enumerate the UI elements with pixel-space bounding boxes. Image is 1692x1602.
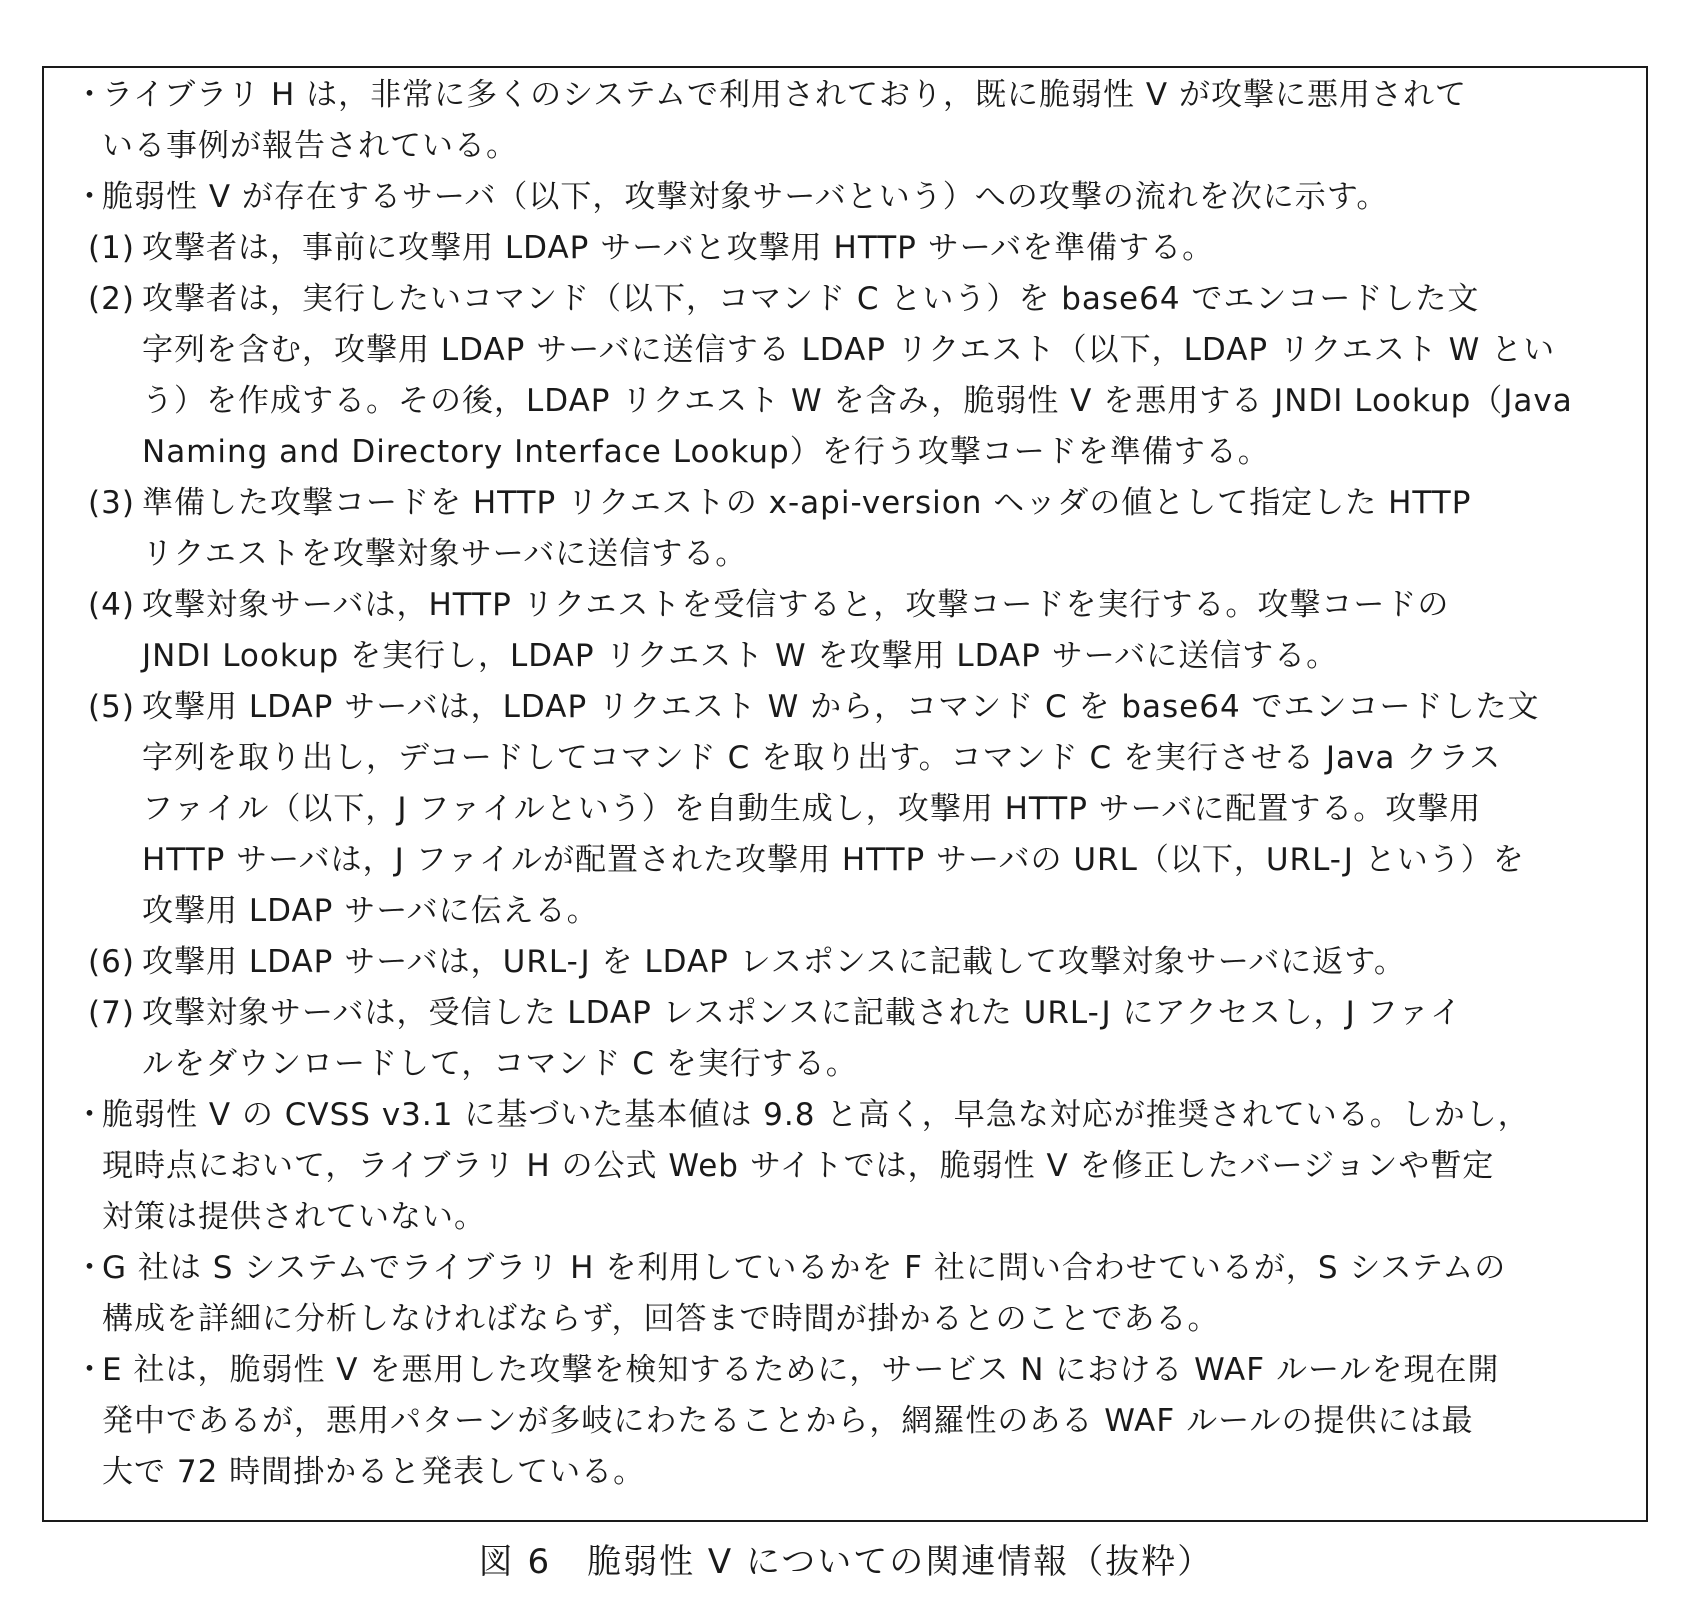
bullet-mark: ・	[74, 1250, 106, 1286]
text-line: ルをダウンロードして，コマンド C を実行する。	[142, 1046, 858, 1082]
bullet-mark: ・	[74, 179, 106, 215]
bullet-item	[72, 1345, 1628, 1498]
text-line: 対策は提供されていない。	[102, 1199, 486, 1235]
text-line: 攻撃用 LDAP サーバは，URL-J を LDAP レスポンスに記載して攻撃対象サーバに返す。	[142, 944, 1406, 980]
step-number: (1)	[88, 230, 135, 266]
step-item	[72, 580, 1628, 682]
step-item	[72, 682, 1628, 937]
text-line: 準備した攻撃コードを HTTP リクエストの x-api-version ヘッダの値として指定した HTTP	[142, 485, 1472, 521]
text-line: いる事例が報告されている。	[102, 128, 518, 164]
step-item	[72, 274, 1628, 478]
bullet-mark: ・	[74, 1352, 106, 1388]
step-number: (4)	[88, 587, 135, 623]
bullet-item	[72, 1243, 1628, 1345]
text-line: 字列を含む，攻撃用 LDAP サーバに送信する LDAP リクエスト（以下，LDAP リクエスト W とい	[142, 332, 1556, 368]
bullet-item	[72, 172, 1628, 223]
text-line: 攻撃者は，実行したいコマンド（以下，コマンド C という）を base64 でエンコードした文	[142, 281, 1480, 317]
text-line: JNDI Lookup を実行し，LDAP リクエスト W を攻撃用 LDAP サーバに送信する。	[142, 638, 1339, 674]
step-item	[72, 478, 1628, 580]
step-number: (7)	[88, 995, 135, 1031]
text-line: E 社は，脆弱性 V を悪用した攻撃を検知するために，サービス N における WAF ルールを現在開	[102, 1352, 1500, 1388]
text-line: 発中であるが，悪用パターンが多岐にわたることから，網羅性のある WAF ルールの提供には最	[102, 1403, 1474, 1439]
text-line: 字列を取り出し，デコードしてコマンド C を取り出す。コマンド C を実行させる Java クラス	[142, 740, 1502, 776]
text-line: 現時点において，ライブラリ H の公式 Web サイトでは，脆弱性 V を修正したバージョンや暫定	[102, 1148, 1495, 1184]
step-number: (3)	[88, 485, 135, 521]
text-line: 攻撃用 LDAP サーバは，LDAP リクエスト W から，コマンド C を base64 でエンコードした文	[142, 689, 1540, 725]
text-line: 攻撃用 LDAP サーバに伝える。	[142, 893, 599, 929]
text-line: HTTP サーバは，J ファイルが配置された攻撃用 HTTP サーバの URL（以下，URL-J という）を	[142, 842, 1525, 878]
step-number: (2)	[88, 281, 135, 317]
bullet-item	[72, 1090, 1628, 1243]
text-line: 攻撃対象サーバは，HTTP リクエストを受信すると，攻撃コードを実行する。攻撃コードの	[142, 587, 1450, 623]
step-number: (6)	[88, 944, 135, 980]
text-line: G 社は S システムでライブラリ H を利用しているかを F 社に問い合わせているが，S システムの	[102, 1250, 1507, 1286]
figure-caption: 図 6 脆弱性 V についての関連情報（抜粋）	[478, 1542, 1214, 1582]
step-item	[72, 988, 1628, 1090]
text-line: 大で 72 時間掛かると発表している。	[102, 1454, 646, 1490]
bullet-mark: ・	[74, 77, 106, 113]
text-line: Naming and Directory Interface Lookup）を行う攻撃コードを準備する。	[142, 434, 1270, 470]
bullet-item	[72, 70, 1628, 172]
text-line: ファイル（以下，J ファイルという）を自動生成し，攻撃用 HTTP サーバに配置する。攻撃用	[142, 791, 1482, 827]
text-line: 攻撃者は，事前に攻撃用 LDAP サーバと攻撃用 HTTP サーバを準備する。	[142, 230, 1215, 266]
document-body	[72, 70, 1628, 1498]
text-line: リクエストを攻撃対象サーバに送信する。	[142, 536, 748, 572]
bullet-mark: ・	[74, 1097, 106, 1133]
text-line: 攻撃対象サーバは，受信した LDAP レスポンスに記載された URL-J にアクセスし，J ファイ	[142, 995, 1462, 1031]
text-line: 構成を詳細に分析しなければならず，回答まで時間が掛かるとのことである。	[102, 1301, 1220, 1337]
step-number: (5)	[88, 689, 135, 725]
text-line: 脆弱性 V が存在するサーバ（以下，攻撃対象サーバという）への攻撃の流れを次に示す。	[102, 179, 1389, 215]
text-line: 脆弱性 V の CVSS v3.1 に基づいた基本値は 9.8 と高く，早急な対応が推奨されている。しかし，	[102, 1097, 1530, 1133]
step-item	[72, 223, 1628, 274]
text-line: ライブラリ H は，非常に多くのシステムで利用されており，既に脆弱性 V が攻撃に悪用されて	[102, 77, 1467, 113]
text-line: う）を作成する。その後，LDAP リクエスト W を含み，脆弱性 V を悪用する JNDI Lookup（Java	[142, 383, 1573, 419]
step-item	[72, 937, 1628, 988]
